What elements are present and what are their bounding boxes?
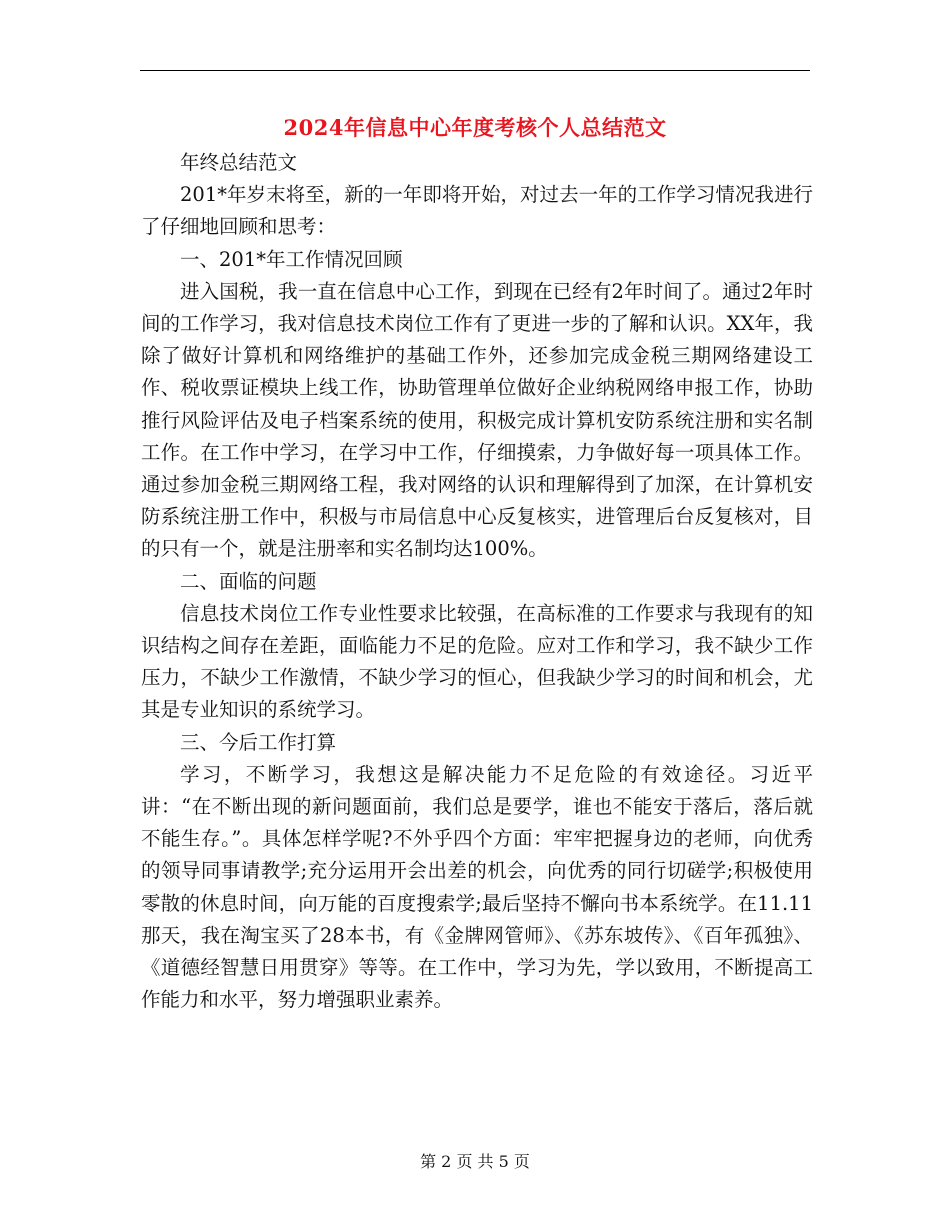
- document-title: 2024年信息中心年度考核个人总结范文: [283, 115, 667, 140]
- paragraph: 201*年岁末将至，新的一年即将开始，对过去一年的工作学习情况我进行了仔细地回顾和思考：: [141, 183, 813, 239]
- header-rule: [140, 70, 810, 71]
- section-heading: 二、面临的问题: [180, 569, 317, 593]
- section-heading: 三、今后工作打算: [180, 730, 337, 754]
- page-number-footer: 第 2 页 共 5 页: [420, 1152, 530, 1171]
- paragraph: 学习，不断学习，我想这是解决能力不足危险的有效途径。习近平讲：“在不断出现的新问题面前，我们总是要学，谁也不能安于落后，落后就不能生存。”。具体怎样学呢?不外乎四个方面：牢牢把握身边的老师，向优秀的领导同事请教学;充分运用开会出差的机会，向优秀的同行切磋学;积极使用零散的休息时间，向万能的百度搜索学;最后坚持不懈向书本系统学。在11.11那天，我在淘宝买了28本书，有《金牌网管师》、《苏东坡传》、《百年孤独》、《道德经智慧日用贯穿》等等。在工作中，学习为先，学以致用，不断提高工作能力和水平，努力增强职业素养。: [141, 762, 813, 1012]
- document-body: [141, 147, 813, 1016]
- paragraph: 信息技术岗位工作专业性要求比较强，在高标准的工作要求与我现有的知识结构之间存在差距，面临能力不足的危险。应对工作和学习，我不缺少工作压力，不缺少工作激情，不缺少学习的恒心，但我缺少学习的时间和机会，尤其是专业知识的系统学习。: [141, 601, 813, 722]
- paragraph: 进入国税，我一直在信息中心工作，到现在已经有2年时间了。通过2年时间的工作学习，我对信息技术岗位工作有了更进一步的了解和认识。XX年，我除了做好计算机和网络维护的基础工作外，还参加完成金税三期网络建设工作、税收票证模块上线工作，协助管理单位做好企业纳税网络申报工作，协助推行风险评估及电子档案系统的使用，积极完成计算机安防系统注册和实名制工作。在工作中学习，在学习中工作，仔细摸索，力争做好每一项具体工作。通过参加金税三期网络工程，我对网络的认识和理解得到了加深，在计算机安防系统注册工作中，积极与市局信息中心反复核实，进管理后台反复核对，目的只有一个，就是注册率和实名制均达100%。: [141, 279, 813, 561]
- section-heading: 一、201*年工作情况回顾: [180, 247, 403, 271]
- paragraph: 年终总结范文: [180, 151, 298, 174]
